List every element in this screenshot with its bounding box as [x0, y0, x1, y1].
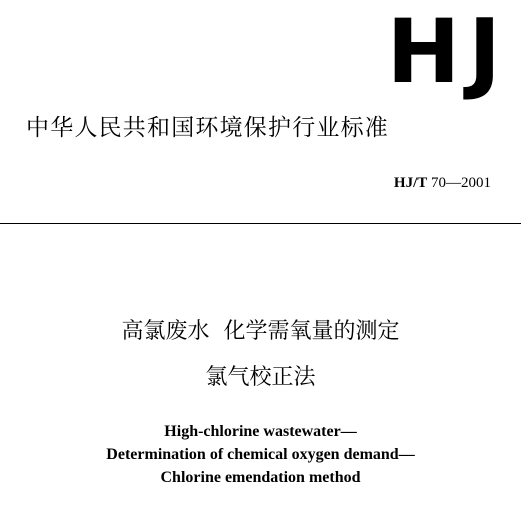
standard-number-value: 70—2001 [431, 175, 491, 191]
english-title-line-1: High-chlorine wastewater— [164, 423, 357, 440]
chinese-title-line-1: 高氯废水 化学需氧量的测定 [121, 319, 400, 344]
english-title-line-2: Determination of chemical oxygen demand— [106, 446, 415, 463]
standard-number-prefix: HJ/T [393, 175, 428, 191]
standard-category-title: 中华人民共和国环境保护行业标准 [26, 115, 389, 141]
english-title-line-3: Chlorine emendation method [160, 469, 361, 486]
standard-number [394, 174, 491, 192]
chinese-title-line-2: 氯气校正法 [205, 365, 316, 390]
header-divider [0, 223, 521, 224]
hj-logo: HJ [386, 0, 509, 103]
